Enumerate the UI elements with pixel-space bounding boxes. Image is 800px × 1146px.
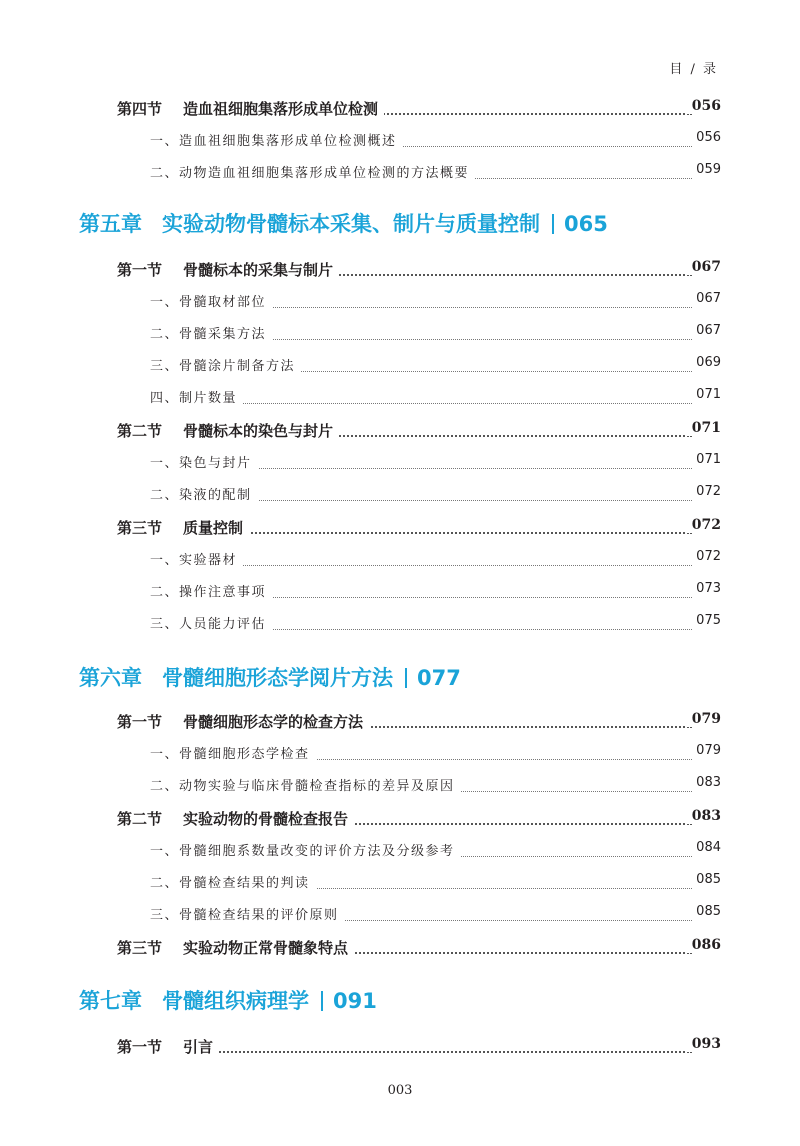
entry-page: 069 xyxy=(690,355,721,370)
entry-page: 079 xyxy=(690,743,721,758)
subsection-title: 三、骨髓涂片制备方法 xyxy=(150,355,301,374)
subsection-title: 二、动物造血祖细胞集落形成单位检测的方法概要 xyxy=(150,162,475,181)
dot-leader xyxy=(200,500,692,501)
chapter-page: 065 xyxy=(564,212,608,236)
chapter-number: 第五章 xyxy=(79,212,142,236)
section-title: 造血祖细胞集落形成单位检测 xyxy=(183,100,379,118)
section-title: 实验动物的骨髓检查报告 xyxy=(183,810,349,828)
chapter-separator xyxy=(405,668,407,688)
section-entry[interactable] xyxy=(0,1036,800,1060)
section-title: 引言 xyxy=(183,1038,214,1056)
section-number: 第一节 xyxy=(117,1038,163,1056)
subsection-entry[interactable] xyxy=(0,130,800,154)
subsection-title: 一、染色与封片 xyxy=(150,452,258,471)
subsection-title: 一、骨髓取材部位 xyxy=(150,291,272,310)
chapter-separator xyxy=(321,991,323,1011)
chapter-title: 骨髓组织病理学 xyxy=(162,989,309,1013)
section-number: 第三节 xyxy=(117,939,163,957)
subsection-title: 二、骨髓检查结果的判读 xyxy=(150,872,316,891)
subsection-entry[interactable] xyxy=(0,904,800,928)
entry-page: 072 xyxy=(690,549,721,564)
subsection-title: 一、造血祖细胞集落形成单位检测概述 xyxy=(150,130,403,149)
section-number: 第四节 xyxy=(117,100,163,118)
section-label xyxy=(117,259,339,280)
subsection-entry[interactable] xyxy=(0,581,800,605)
section-number: 第一节 xyxy=(117,261,163,279)
section-entry[interactable] xyxy=(0,98,800,122)
chapter-page: 091 xyxy=(333,989,377,1013)
section-title: 骨髓标本的染色与封片 xyxy=(183,422,334,440)
section-label xyxy=(117,420,339,441)
section-label xyxy=(117,98,384,119)
subsection-title: 二、染液的配制 xyxy=(150,484,258,503)
entry-page: 071 xyxy=(690,452,721,467)
dot-leader xyxy=(200,468,692,469)
subsection-title: 一、实验器材 xyxy=(150,549,243,568)
section-entry[interactable] xyxy=(0,711,800,735)
section-entry[interactable] xyxy=(0,259,800,283)
dot-leader xyxy=(200,403,692,404)
section-number: 第二节 xyxy=(117,422,163,440)
chapter-title: 实验动物骨髓标本采集、制片与质量控制 xyxy=(162,212,540,236)
dot-leader xyxy=(200,565,692,566)
chapter-page: 077 xyxy=(417,666,461,690)
dot-leader xyxy=(200,339,692,340)
subsection-title: 一、骨髓细胞系数量改变的评价方法及分级参考 xyxy=(150,840,461,859)
subsection-entry[interactable] xyxy=(0,484,800,508)
dot-leader xyxy=(200,597,692,598)
section-title: 实验动物正常骨髓象特点 xyxy=(183,939,349,957)
entry-page: 083 xyxy=(690,775,721,790)
entry-page: 085 xyxy=(690,872,721,887)
entry-page: 083 xyxy=(686,808,721,824)
dot-leader xyxy=(200,629,692,630)
subsection-title: 一、骨髓细胞形态学检查 xyxy=(150,743,316,762)
running-header: 目 / 录 xyxy=(669,62,718,77)
subsection-entry[interactable] xyxy=(0,387,800,411)
entry-page: 071 xyxy=(686,420,721,436)
subsection-entry[interactable] xyxy=(0,549,800,573)
chapter-separator xyxy=(552,214,554,234)
section-label xyxy=(117,1036,219,1057)
section-number: 第一节 xyxy=(117,713,163,731)
subsection-title: 二、操作注意事项 xyxy=(150,581,272,600)
section-label xyxy=(117,517,249,538)
subsection-title: 二、骨髓采集方法 xyxy=(150,323,272,342)
subsection-title: 三、骨髓检查结果的评价原则 xyxy=(150,904,345,923)
entry-page: 067 xyxy=(686,259,721,275)
entry-page: 093 xyxy=(686,1036,721,1052)
section-entry[interactable] xyxy=(0,517,800,541)
dot-leader xyxy=(180,532,692,534)
subsection-title: 四、制片数量 xyxy=(150,387,243,406)
subsection-entry[interactable] xyxy=(0,613,800,637)
subsection-entry[interactable] xyxy=(0,743,800,767)
page-number: 003 xyxy=(387,1083,413,1098)
entry-page: 056 xyxy=(686,98,721,114)
section-title: 质量控制 xyxy=(183,519,244,537)
subsection-entry[interactable] xyxy=(0,323,800,347)
chapter-heading[interactable] xyxy=(79,208,608,238)
section-number: 第三节 xyxy=(117,519,163,537)
entry-page: 075 xyxy=(690,613,721,628)
entry-page: 084 xyxy=(690,840,721,855)
entry-page: 086 xyxy=(686,937,721,953)
dot-leader xyxy=(200,307,692,308)
subsection-entry[interactable] xyxy=(0,291,800,315)
subsection-entry[interactable] xyxy=(0,355,800,379)
subsection-entry[interactable] xyxy=(0,872,800,896)
entry-page: 072 xyxy=(686,517,721,533)
subsection-entry[interactable] xyxy=(0,162,800,186)
chapter-heading[interactable] xyxy=(79,985,377,1015)
entry-page: 056 xyxy=(690,130,721,145)
entry-page: 059 xyxy=(690,162,721,177)
entry-page: 073 xyxy=(690,581,721,596)
section-title: 骨髓细胞形态学的检查方法 xyxy=(183,713,364,731)
subsection-title: 三、人员能力评估 xyxy=(150,613,272,632)
subsection-title: 二、动物实验与临床骨髓检查指标的差异及原因 xyxy=(150,775,461,794)
subsection-entry[interactable] xyxy=(0,840,800,864)
dot-leader xyxy=(180,1051,692,1053)
chapter-number: 第七章 xyxy=(79,989,142,1013)
entry-page: 085 xyxy=(690,904,721,919)
subsection-entry[interactable] xyxy=(0,775,800,799)
section-label xyxy=(117,937,354,958)
chapter-number: 第六章 xyxy=(79,666,142,690)
section-number: 第二节 xyxy=(117,810,163,828)
section-entry[interactable] xyxy=(0,420,800,444)
section-label xyxy=(117,808,354,829)
entry-page: 072 xyxy=(690,484,721,499)
subsection-entry[interactable] xyxy=(0,452,800,476)
chapter-title: 骨髓细胞形态学阅片方法 xyxy=(162,666,393,690)
section-title: 骨髓标本的采集与制片 xyxy=(183,261,334,279)
chapter-heading[interactable] xyxy=(79,662,461,692)
entry-page: 071 xyxy=(690,387,721,402)
entry-page: 079 xyxy=(686,711,721,727)
section-label xyxy=(117,711,369,732)
entry-page: 067 xyxy=(690,323,721,338)
section-entry[interactable] xyxy=(0,808,800,832)
section-entry[interactable] xyxy=(0,937,800,961)
entry-page: 067 xyxy=(690,291,721,306)
